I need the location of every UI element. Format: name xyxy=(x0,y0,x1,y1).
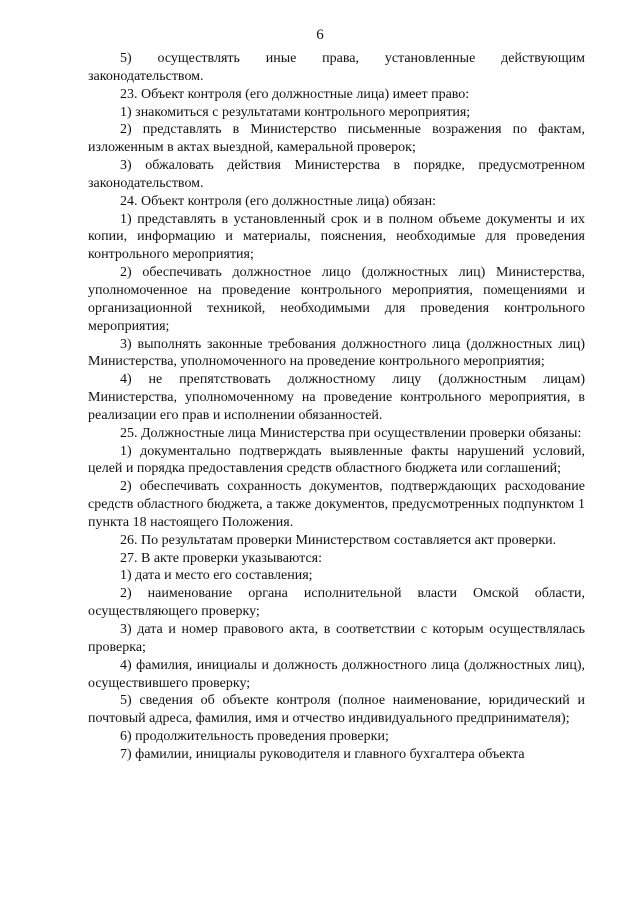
document-body xyxy=(88,50,585,764)
paragraph: 1) документально подтверждать выявленные факты нарушений условий, целей и порядка предоставления средств областного бюджета или соглашений; xyxy=(88,443,585,477)
paragraph: 4) не препятствовать должностному лицу (должностным лицам) Министерства, уполномоченному на проведение контрольного мероприятия, в реализации его прав и исполнении обязанностей. xyxy=(88,372,585,423)
paragraph: 6) продолжительность проведения проверки; xyxy=(120,729,389,745)
paragraph: 5) сведения об объекте контроля (полное наименование, юридический и почтовый адреса, фамилия, имя и отчество индивидуального предпринимателя); xyxy=(88,693,585,727)
paragraph: 2) наименование органа исполнительной власти Омской области, осуществляющего проверку; xyxy=(88,586,585,620)
paragraph: 3) обжаловать действия Министерства в порядке, предусмотренном законодательством. xyxy=(88,158,585,191)
paragraph: 24. Объект контроля (его должностные лица) обязан: xyxy=(120,193,437,209)
paragraph: 1) дата и место его составления; xyxy=(120,568,313,584)
paragraph: 25. Должностные лица Министерства при осуществлении проверки обязаны: xyxy=(120,425,582,441)
paragraph: 27. В акте проверки указываются: xyxy=(120,550,323,566)
paragraph: 5) осуществлять иные права, установленные действующим законодательством. xyxy=(88,51,585,84)
paragraph: 3) выполнять законные требования должностного лица (должностных лиц) Министерства, уполномоченного на проведение контрольного мероприятия; xyxy=(88,336,585,370)
paragraph: 2) представлять в Министерство письменные возражения по фактам, изложенным в актах выездной, камеральной проверок; xyxy=(88,122,585,156)
paragraph: 3) дата и номер правового акта, в соответствии с которым осуществлялась проверка; xyxy=(88,622,585,655)
paragraph: 2) обеспечивать должностное лицо (должностных лиц) Министерства, уполномоченное на проведение контрольного мероприятия, помещениями и организационной техникой, необходимыми для проведения контрольного мероприятия; xyxy=(88,265,585,334)
paragraph: 2) обеспечивать сохранность документов, подтверждающих расходование средств областного бюджета, а также документов, предусмотренных подпунктом 1 пункта 18 настоящего Положения. xyxy=(88,479,585,530)
page-number: 6 xyxy=(316,27,324,43)
paragraph: 1) знакомиться с результатами контрольного мероприятия; xyxy=(120,104,471,120)
paragraph: 4) фамилия, инициалы и должность должностного лица (должностных лиц), осуществившего проверку; xyxy=(88,657,585,691)
paragraph: 1) представлять в установленный срок и в полном объеме документы и их копии, информацию и материалы, пояснения, необходимые для проведения контрольного мероприятия; xyxy=(88,211,585,263)
paragraph: 23. Объект контроля (его должностные лица) имеет право: xyxy=(120,86,470,102)
paragraph: 7) фамилии, инициалы руководителя и главного бухгалтера объекта xyxy=(120,746,525,762)
paragraph: 26. По результатам проверки Министерством составляется акт проверки. xyxy=(120,532,557,548)
